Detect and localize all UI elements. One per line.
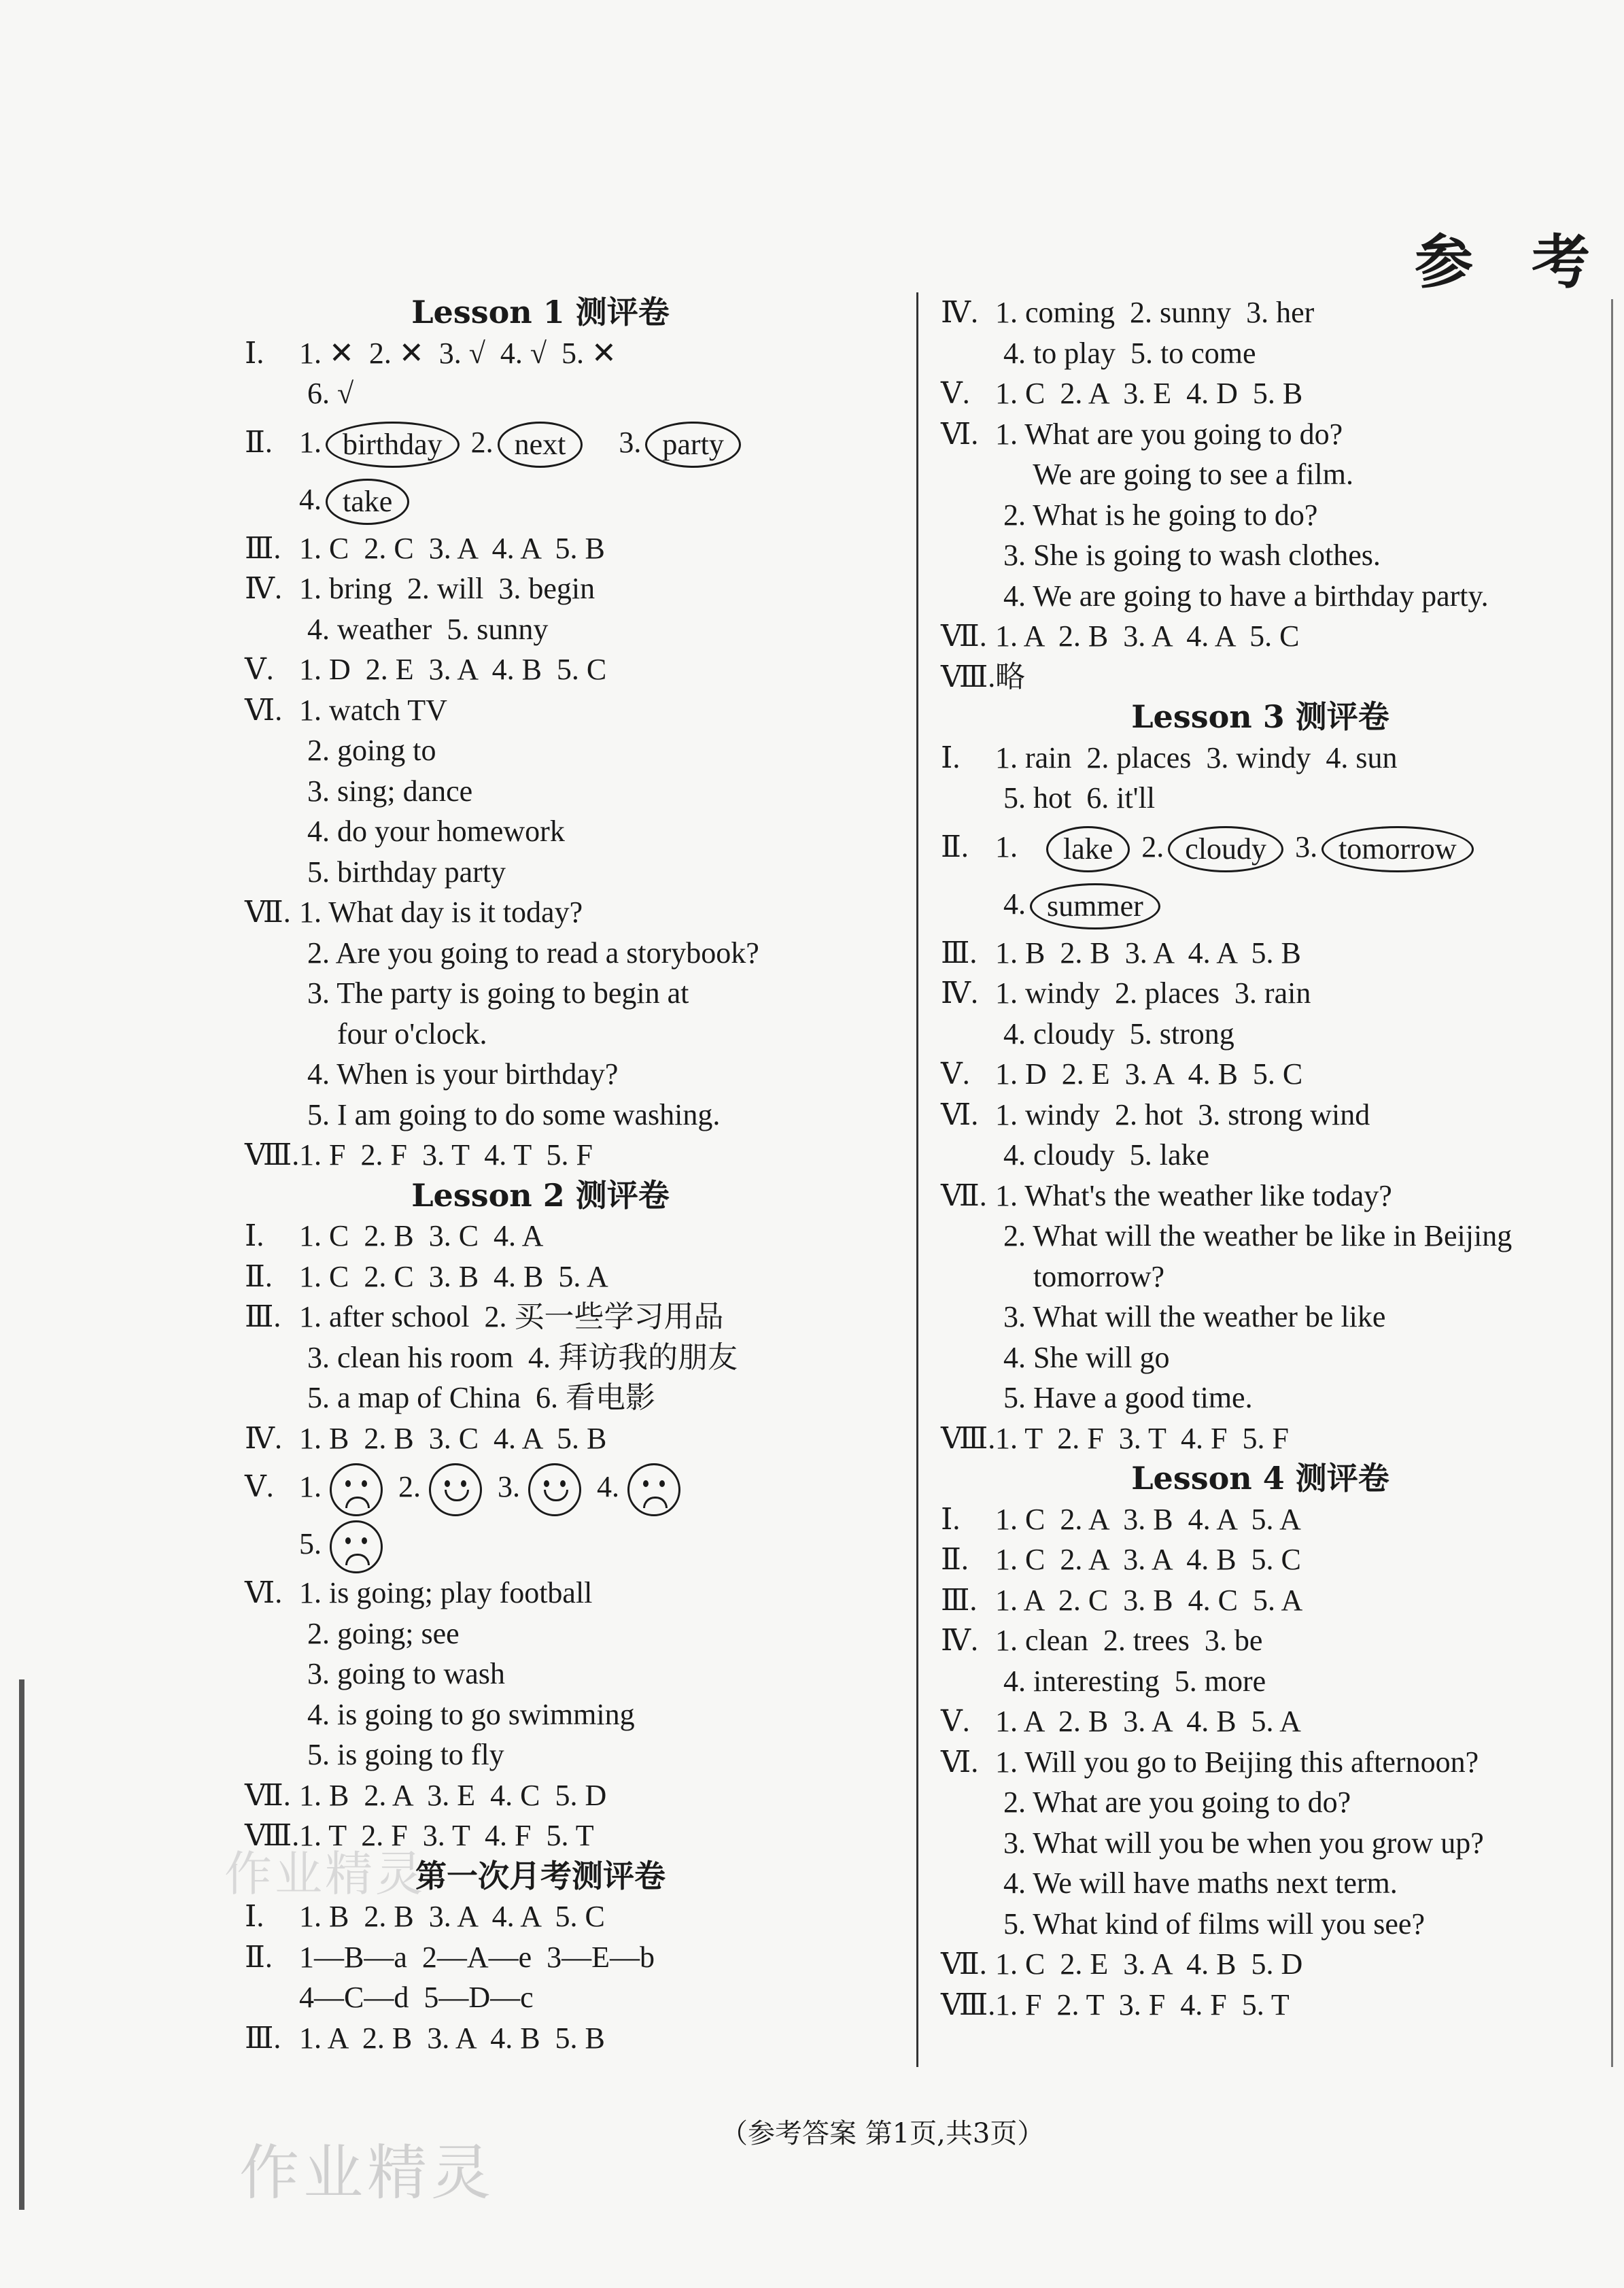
answer-line [245,1937,897,1978]
answer-text: 5. a map of China 6. 看电影 [307,1381,656,1414]
answer-line [941,1580,1607,1621]
section-number: Ⅲ. [245,531,281,565]
answer-text: 4. cloudy 5. strong [1003,1017,1234,1051]
answer-line [245,1516,897,1573]
answer-text: 4. is going to go swimming [307,1697,635,1731]
answer-text: 1. B 2. A 3. E 4. C 5. D [299,1778,607,1812]
section-number: Ⅰ. [245,1219,264,1252]
item-number: 1. [299,425,322,459]
answer-text: 4. When is your birthday? [307,1057,619,1091]
answer-text: 2. What is he going to do? [1003,498,1318,532]
answer-line [245,471,897,528]
answer-line [245,730,897,771]
answer-text: 2. What are you going to do? [1003,1786,1351,1819]
sad-face-icon [627,1463,680,1516]
answer-text: 1. Will you go to Beijing this afternoon? [995,1745,1479,1779]
answer-line [245,649,897,690]
answer-line [245,568,897,609]
answer-text: 1. bring 2. will 3. begin [299,572,595,605]
section-number: Ⅲ. [941,1583,978,1617]
section-number: Ⅳ. [941,296,978,329]
answer-line [941,876,1607,933]
answer-text: 4. We are going to have a birthday party. [1003,579,1489,613]
answer-text: 1. D 2. E 3. A 4. B 5. C [995,1057,1303,1091]
answer-text: 略 [995,660,1025,694]
answer-line [941,1014,1607,1055]
answer-line [245,1378,897,1418]
answer-text: 5. Have a good time. [1003,1381,1253,1414]
answer-line [245,852,897,893]
answer-line [941,576,1607,617]
section-number: Ⅶ. [245,895,291,929]
lesson2-heading: Lesson 2 测评卷 [411,1176,670,1214]
watermark-small: 作业精灵 [224,1846,426,1902]
answer-line [941,333,1607,374]
answer-line [245,373,897,414]
item-number: 4. [299,482,322,516]
answer-text: 1. T 2. F 3. T 4. F 5. T [299,1819,594,1852]
section-number: Ⅱ. [245,1259,273,1293]
answer-text: 1. clean 2. trees 3. be [995,1624,1263,1657]
section-number: Ⅵ. [245,1576,283,1609]
answer-line [245,1297,897,1337]
answer-line [245,1694,897,1735]
answer-text: 5. hot 6. it'll [1003,781,1156,815]
answer-line [245,1014,897,1055]
answer-text: 4. interesting 5. more [1003,1664,1266,1698]
answer-text: 3. going to wash [307,1657,505,1690]
answer-line [941,495,1607,536]
answer-text: 4. weather 5. sunny [307,612,549,646]
binding-edge [19,1679,24,2210]
answer-line [245,1573,897,1613]
section-number: Ⅳ. [245,1421,282,1455]
answer-line [941,1176,1607,1216]
item-number: 4. [1003,887,1026,921]
answer-line [941,1661,1607,1702]
answer-text: 1. C 2. B 3. C 4. A [299,1219,544,1252]
section-number: Ⅱ. [941,1543,969,1576]
section-number: Ⅳ. [941,976,978,1010]
answer-line [941,1257,1607,1297]
answer-text: 1. What day is it today? [299,895,583,929]
answer-text: 1. C 2. A 3. E 4. D 5. B [995,377,1303,410]
section-number: Ⅴ. [245,1470,274,1503]
answer-text: 1. What's the weather like today? [995,1178,1392,1212]
answer-text: We are going to see a film. [1003,458,1353,491]
answer-line [245,1054,897,1095]
answer-text: 1. C 2. A 3. A 4. B 5. C [995,1543,1301,1576]
answer-line [245,1815,897,1856]
answer-text: 1. D 2. E 3. A 4. B 5. C [299,653,607,686]
page-corner-title: 参 考 [1415,228,1609,296]
answer-line [245,1654,897,1694]
left-column [245,292,897,2058]
section-number: Ⅵ. [941,1097,979,1131]
item-number: 3. [619,425,642,459]
lesson1-heading: Lesson 1 测评卷 [411,294,670,330]
section-number: Ⅱ. [245,1940,273,1974]
answer-line [941,454,1607,495]
answer-line [245,1095,897,1136]
answer-line [245,528,897,569]
section-number: Ⅴ. [941,1705,970,1738]
answer-line [941,1054,1607,1095]
item-number: 2. [470,425,494,459]
answer-text: 1. T 2. F 3. T 4. F 5. F [995,1421,1289,1455]
circled-word: next [498,422,583,468]
answer-line [245,933,897,974]
answer-text: 4. do your homework [307,815,565,848]
section-number: Ⅶ. [941,1178,987,1212]
answer-text: 3. What will the weather be like [1003,1300,1386,1333]
sad-face-icon [330,1520,383,1573]
answer-line [245,2018,897,2059]
answer-line [941,1944,1607,1985]
answer-line [941,1378,1607,1418]
answer-text: 2. Are you going to read a storybook? [307,936,759,970]
answer-text: 5. is going to fly [307,1738,504,1771]
answer-text: 6. √ [307,377,354,410]
answer-line [245,1735,897,1775]
answer-line [941,738,1607,779]
answer-line [941,1135,1607,1176]
answer-line [941,535,1607,576]
section-number: Ⅶ. [941,1947,987,1981]
answer-line [245,771,897,812]
answer-text: 1. A 2. C 3. B 4. C 5. A [995,1583,1303,1617]
answer-line [941,1742,1607,1783]
answer-line [245,1257,897,1297]
lesson4-heading: Lesson 4 测评卷 [1131,1460,1389,1497]
answer-text: 1—B—a 2—A—e 3—E—b [299,1940,655,1974]
page-footer: （参考答案 第1页,共3页） [721,2118,1045,2149]
answer-text: 2. What will the weather be like in Beijing [1003,1219,1513,1252]
answer-line [941,1499,1607,1540]
column-divider [916,292,918,2067]
answer-text: 1. coming 2. sunny 3. her [995,296,1315,329]
section-number: Ⅰ. [245,336,264,370]
answer-text: 1. watch TV [299,693,447,727]
answer-line [941,1620,1607,1661]
section-number: Ⅷ. [941,660,996,694]
answer-text: 1. C 2. C 3. B 4. B 5. A [299,1259,608,1293]
section-number: Ⅱ. [941,830,969,864]
answer-line [941,819,1607,876]
item-number: 1. [995,830,1018,864]
section-number: Ⅱ. [245,425,273,459]
answer-text: 1. What are you going to do? [995,417,1343,451]
section-number: Ⅴ. [941,1057,970,1091]
answer-line [245,1458,897,1516]
item-number: 3. [498,1470,520,1503]
section-number: Ⅰ. [941,1502,961,1536]
answer-line [941,1701,1607,1742]
section-number: Ⅵ. [941,417,979,451]
answer-line [941,657,1607,698]
section-number: Ⅵ. [941,1745,979,1779]
answer-text: 3. What will you be when you grow up? [1003,1826,1484,1860]
answer-text: 4. cloudy 5. lake [1003,1138,1210,1172]
monthly-test-heading: 第一次月考测评卷 [415,1857,666,1894]
answer-line [941,1823,1607,1864]
answer-text: 3. sing; dance [307,774,473,808]
item-number: 2. [1141,830,1164,864]
section-number: Ⅴ. [245,653,274,686]
answer-text: 1. is going; play football [299,1576,593,1609]
answer-text: 1. ✕ 2. ✕ 3. √ 4. √ 5. ✕ [299,336,617,370]
answer-text: 4—C—d 5—D—c [299,1981,534,2014]
section-number: Ⅰ. [941,740,961,774]
answer-line [245,609,897,650]
answer-text: 3. The party is going to begin at [307,976,689,1010]
right-edge-line [1611,299,1613,2067]
answer-text: 4. to play 5. to come [1003,336,1256,370]
lesson3-heading: Lesson 3 测评卷 [1131,698,1389,735]
answer-line [941,1539,1607,1580]
answer-text: 4. She will go [1003,1340,1170,1374]
answer-line [245,1775,897,1816]
answer-line [941,373,1607,414]
answer-line [245,1216,897,1257]
answer-line [245,892,897,933]
answer-text: 1. F 2. T 3. F 4. F 5. T [995,1987,1290,2021]
happy-face-icon [528,1463,581,1516]
answer-text: 1. C 2. A 3. B 4. A 5. A [995,1502,1301,1536]
answer-text: 5. birthday party [307,855,506,889]
section-number: Ⅵ. [245,693,283,727]
answer-text: 3. clean his room 4. 拜访我的朋友 [307,1340,738,1374]
answer-text: 1. A 2. B 3. A 4. B 5. A [995,1705,1301,1738]
answer-text: four o'clock. [307,1017,487,1051]
circled-word: lake [1046,826,1130,872]
answer-line [941,1985,1607,2026]
answer-line [941,616,1607,657]
section-number: Ⅲ. [245,2021,281,2055]
answer-line [941,1337,1607,1378]
answer-text: 1. F 2. F 3. T 4. T 5. F [299,1138,593,1172]
answer-text: 4. We will have maths next term. [1003,1866,1398,1900]
answer-line [941,1297,1607,1337]
answer-line [941,973,1607,1014]
answer-text: 1. A 2. B 3. A 4. A 5. C [995,619,1300,653]
sad-face-icon [330,1463,383,1516]
answer-line [941,1418,1607,1459]
section-number: Ⅲ. [245,1300,281,1333]
item-number: 2. [398,1470,421,1503]
answer-text: 1. rain 2. places 3. windy 4. sun [995,740,1398,774]
section-number: Ⅳ. [245,572,282,605]
answer-text: 1. B 2. B 3. A 4. A 5. C [299,1900,605,1933]
answer-line [941,414,1607,455]
answer-line [245,1135,897,1176]
section-number: Ⅰ. [245,1900,264,1933]
circled-word: party [645,422,740,468]
section-number: Ⅶ. [245,1778,291,1812]
section-number: Ⅷ. [941,1421,996,1455]
answer-line [245,414,897,471]
answer-line [245,333,897,374]
answer-text: 2. going; see [307,1616,460,1650]
happy-face-icon [429,1463,482,1516]
answer-text: 5. What kind of films will you see? [1003,1907,1425,1941]
answer-line [245,690,897,731]
item-number: 3. [1295,830,1318,864]
answer-text: 5. I am going to do some washing. [307,1097,721,1131]
answer-line [941,1216,1607,1257]
answer-line [245,1613,897,1654]
section-number: Ⅲ. [941,936,978,970]
answer-text: 1. B 2. B 3. A 4. A 5. B [995,936,1301,970]
section-number: Ⅷ. [245,1819,300,1852]
answer-line [941,1863,1607,1904]
answer-text: 1. C 2. E 3. A 4. B 5. D [995,1947,1303,1981]
answer-line [941,1904,1607,1945]
answer-text: 1. windy 2. hot 3. strong wind [995,1097,1370,1131]
answer-text: 1. C 2. C 3. A 4. A 5. B [299,531,605,565]
section-number: Ⅷ. [941,1987,996,2021]
circled-word: birthday [326,422,460,468]
circled-word: take [326,479,409,525]
circled-word: summer [1030,883,1160,929]
item-number: 5. [299,1527,322,1560]
answer-line [941,933,1607,974]
answer-text: 1. after school 2. 买一些学习用品 [299,1300,724,1333]
item-number: 4. [597,1470,619,1503]
item-number: 1. [299,1470,322,1503]
circled-word: tomorrow [1321,826,1474,872]
answer-line [941,1782,1607,1823]
answer-text: 3. She is going to wash clothes. [1003,539,1381,572]
answer-line [941,1095,1607,1136]
section-number: Ⅴ. [941,377,970,410]
answer-text: 2. going to [307,734,436,767]
answer-text: 1. B 2. B 3. C 4. A 5. B [299,1421,607,1455]
answer-line [245,1418,897,1459]
answer-text: tomorrow? [1003,1259,1165,1293]
answer-line [245,1896,897,1937]
answer-text: 1. windy 2. places 3. rain [995,976,1311,1010]
answer-line [941,292,1607,333]
circled-word: cloudy [1168,826,1283,872]
answer-line [941,778,1607,819]
section-number: Ⅶ. [941,619,987,653]
answer-line [245,1337,897,1378]
watermark: 作业精灵 [239,2138,496,2208]
answer-line [245,973,897,1014]
answer-line [245,1977,897,2018]
answer-line [245,811,897,852]
answer-text: 1. A 2. B 3. A 4. B 5. B [299,2021,605,2055]
section-number: Ⅳ. [941,1624,978,1657]
section-number: Ⅷ. [245,1138,300,1172]
right-column [941,292,1607,2025]
